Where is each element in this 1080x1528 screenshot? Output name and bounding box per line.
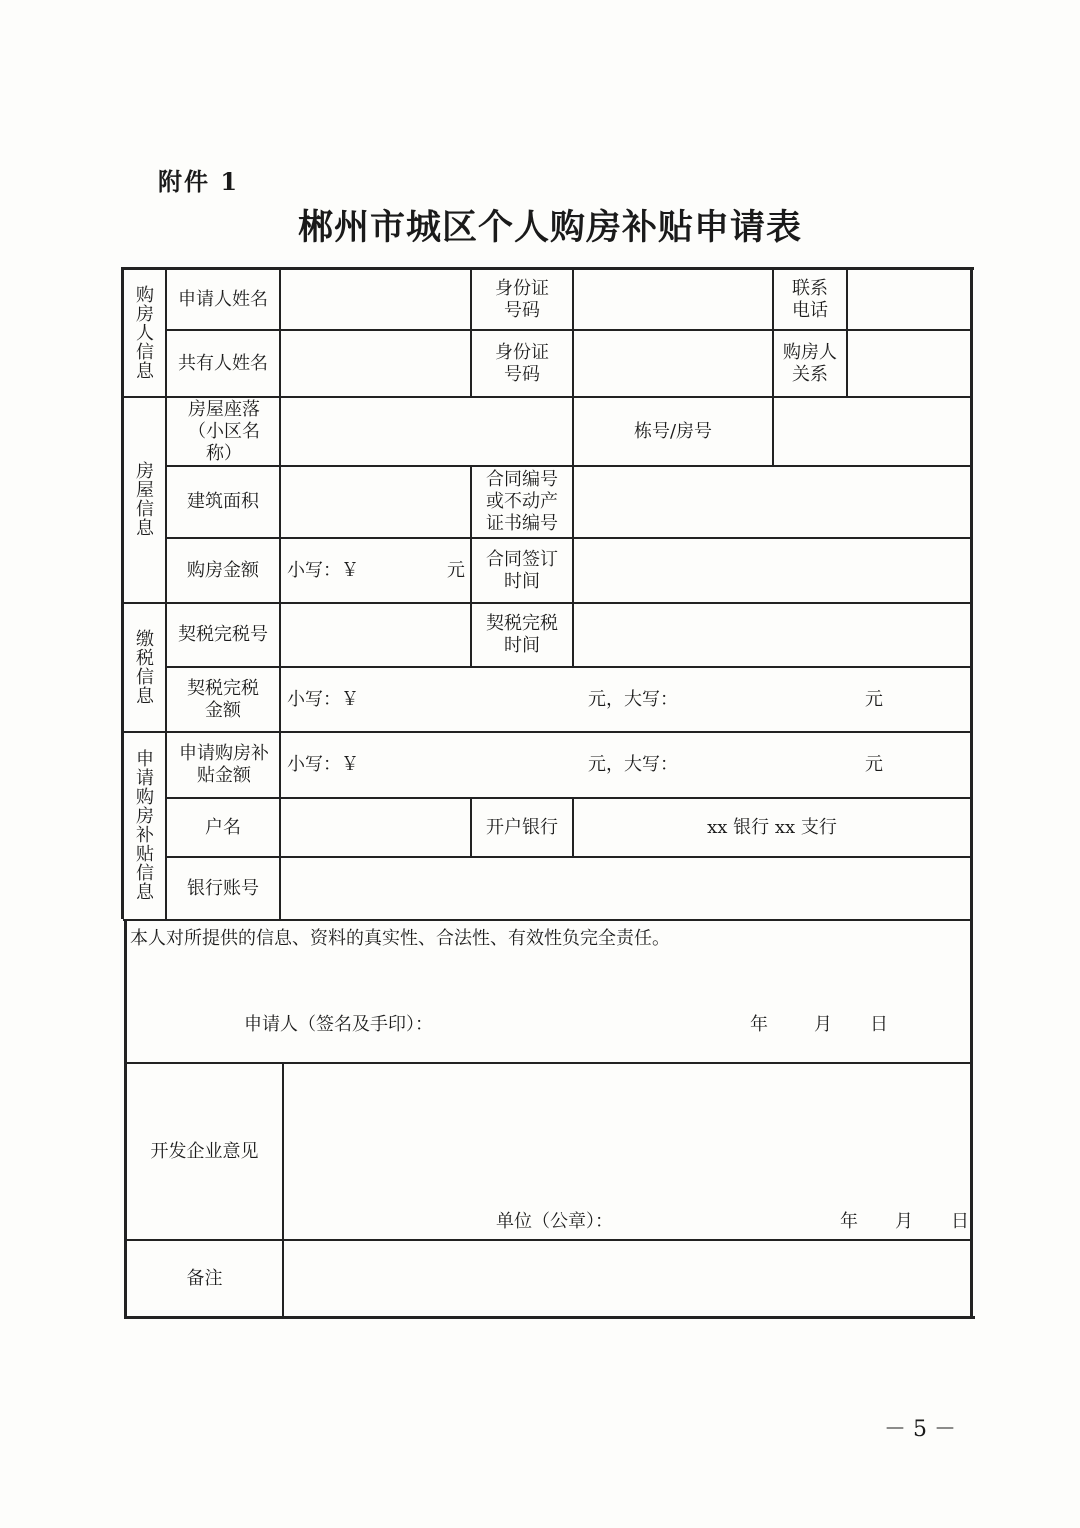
contract-time-label: 合同签订 时间 — [486, 548, 558, 592]
developer-month: 月 — [895, 1211, 913, 1232]
purchase-amount-yuan: 元 — [447, 559, 465, 581]
area-label: 建筑面积 — [187, 491, 259, 512]
building-room-label: 栋号/房号 — [633, 420, 713, 442]
account-number-label: 银行账号 — [187, 877, 259, 899]
relation-field[interactable] — [848, 331, 970, 396]
account-name-label: 户名 — [205, 816, 241, 838]
co-owner-id-label: 身份证 号码 — [495, 341, 549, 385]
developer-year: 年 — [840, 1211, 858, 1232]
account-name-field[interactable] — [282, 799, 470, 856]
applicant-signature-label: 申请人（签名及手印）： — [244, 1014, 433, 1035]
purchase-amount-label: 购房金额 — [187, 559, 259, 581]
phone-field[interactable] — [848, 270, 970, 329]
id-number-label: 身份证 号码 — [495, 277, 549, 321]
declaration-day: 日 — [870, 1014, 888, 1035]
developer-day: 日 — [951, 1211, 969, 1232]
remark-field[interactable] — [285, 1241, 970, 1316]
co-owner-name-label: 共有人姓名 — [178, 352, 268, 374]
tax-time-label: 契税完税 时间 — [486, 613, 558, 656]
tax-amount-yuan: 元 — [865, 688, 883, 710]
declaration-month: 月 — [814, 1014, 832, 1035]
bank-label: 开户银行 — [486, 816, 558, 838]
phone-label: 联系 电话 — [792, 277, 828, 321]
section-buyer-info: 购 房 人 信 息 — [136, 284, 154, 382]
co-owner-id-field[interactable] — [574, 331, 772, 396]
remark-label: 备注 — [186, 1267, 223, 1289]
tax-amount-label: 契税完税 金额 — [187, 677, 259, 721]
account-number-field[interactable] — [282, 858, 970, 919]
developer-opinion-label: 开发企业意见 — [150, 1140, 259, 1162]
relation-label: 购房人 关系 — [783, 341, 837, 385]
contract-number-label: 合同编号 或不动产 证书编号 — [486, 469, 558, 534]
area-field[interactable] — [282, 467, 470, 537]
page-number: － 5 － — [884, 1417, 956, 1442]
section-house-info: 房 屋 信 息 — [136, 461, 154, 539]
bank-value: xx 银行 xx 支行 — [707, 816, 837, 838]
tax-number-field[interactable] — [282, 604, 470, 666]
declaration-text: 本人对所提供的信息、资料的真实性、合法性、有效性负完全责任。 — [130, 928, 670, 949]
subsidy-amount-yuan: 元 — [865, 754, 883, 775]
contract-time-field[interactable] — [574, 539, 970, 602]
purchase-amount-small: 小写：￥ — [287, 559, 359, 581]
tax-number-label: 契税完税号 — [178, 624, 268, 645]
building-room-field[interactable] — [774, 398, 970, 465]
section-subsidy-info: 申 请 购 房 补 贴 信 息 — [136, 749, 154, 903]
section-tax-info: 缴 税 信 息 — [136, 628, 154, 707]
subsidy-amount-small: 小写：￥ — [287, 754, 359, 775]
applicant-name-field[interactable] — [282, 270, 470, 329]
attachment-label: 附件 1 — [158, 167, 240, 196]
house-location-field[interactable] — [282, 398, 572, 465]
declaration-year: 年 — [750, 1014, 768, 1035]
subsidy-amount-big: 元，大写： — [588, 754, 678, 775]
contract-number-field[interactable] — [574, 467, 970, 537]
page-title: 郴州市城区个人购房补贴申请表 — [297, 207, 802, 248]
tax-amount-big: 元，大写： — [588, 688, 678, 710]
co-owner-name-field[interactable] — [282, 331, 470, 396]
house-location-label: 房屋座落 （小区名 称） — [188, 398, 260, 464]
id-number-field[interactable] — [574, 270, 772, 329]
developer-seal-label: 单位（公章）： — [496, 1211, 613, 1232]
subsidy-amount-label: 申请购房补 贴金额 — [179, 743, 269, 786]
applicant-name-label: 申请人姓名 — [178, 288, 268, 310]
tax-time-field[interactable] — [574, 604, 970, 666]
tax-amount-small: 小写：￥ — [287, 688, 359, 710]
